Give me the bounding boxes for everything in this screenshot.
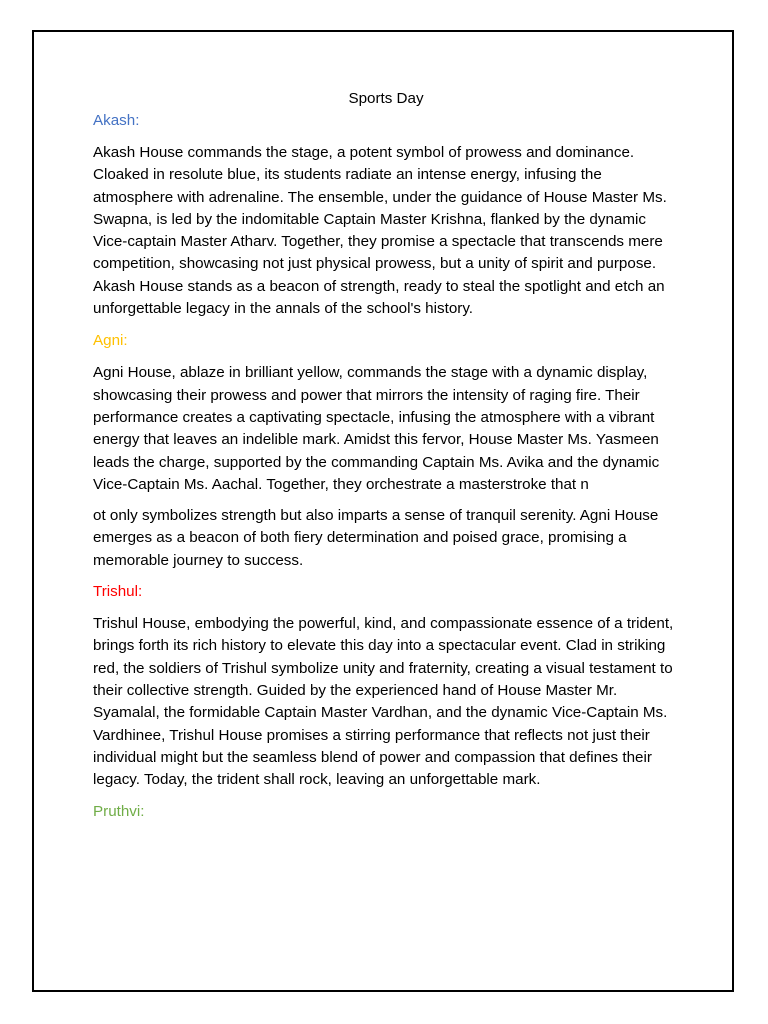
section-paragraph-akash: Akash House commands the stage, a potent symbol of prowess and dominance. Cloaked in resolute blue, its students radiate an intense energy, infusing the atmosphere with adrenaline. The ensemble, under the guidance of House Master Ms. Swapna, is led by the indomitable Captain Master Krishna, flanked by the dynamic Vice-captain Master Atharv. Together, they promise a spectacle that transcends mere competition, showcasing not just physical prowess, but a unity of spirit and purpose. Akash House stands as a beacon of strength, ready to steal the spotlight and etch an unforgettable legacy in the annals of the school's history. bbox=[93, 144, 667, 318]
document-body bbox=[93, 88, 683, 823]
section-paragraph-agni-1: Agni House, ablaze in brilliant yellow, commands the stage with a dynamic display, showcasing their prowess and power that mirrors the intensity of raging fire. Their performance creates a captivating spectacle, infusing the atmosphere with a vibrant energy that leaves an indelible mark. Amidst this fervor, House Master Ms. Yasmeen leads the charge, supported by the commanding Captain Ms. Avika and the dynamic Vice-Captain Ms. Aachal. Together, they orchestrate a masterstroke that n bbox=[93, 364, 660, 493]
section-heading-pruthvi: Pruthvi: bbox=[93, 803, 145, 821]
section-paragraph-trishul: Trishul House, embodying the powerful, kind, and compassionate essence of a trident, brings forth its rich history to elevate this day into a spectacular event. Clad in striking red, the soldiers of Trishul symbolize unity and fraternity, creating a visual testament to their collective strength. Guided by the experienced hand of House Master Mr. Syamalal, the formidable Captain Master Vardhan, and the dynamic Vice-Captain Ms. Vardhinee, Trishul House promises a stirring performance that reflects not just their individual might but the seamless blend of power and compassion that defines their legacy. Today, the trident shall rock, leaving an unforgettable mark. bbox=[93, 615, 674, 789]
section-heading-akash: Akash: bbox=[93, 112, 140, 129]
section-heading-agni: Agni: bbox=[93, 332, 128, 350]
document-title: Sports Day bbox=[348, 90, 424, 107]
section-heading-trishul: Trishul: bbox=[93, 583, 143, 601]
section-paragraph-agni-2: ot only symbolizes strength but also imparts a sense of tranquil serenity. Agni House emerges as a beacon of both fiery determination and poised grace, promising a memorable journey to success. bbox=[93, 507, 659, 569]
